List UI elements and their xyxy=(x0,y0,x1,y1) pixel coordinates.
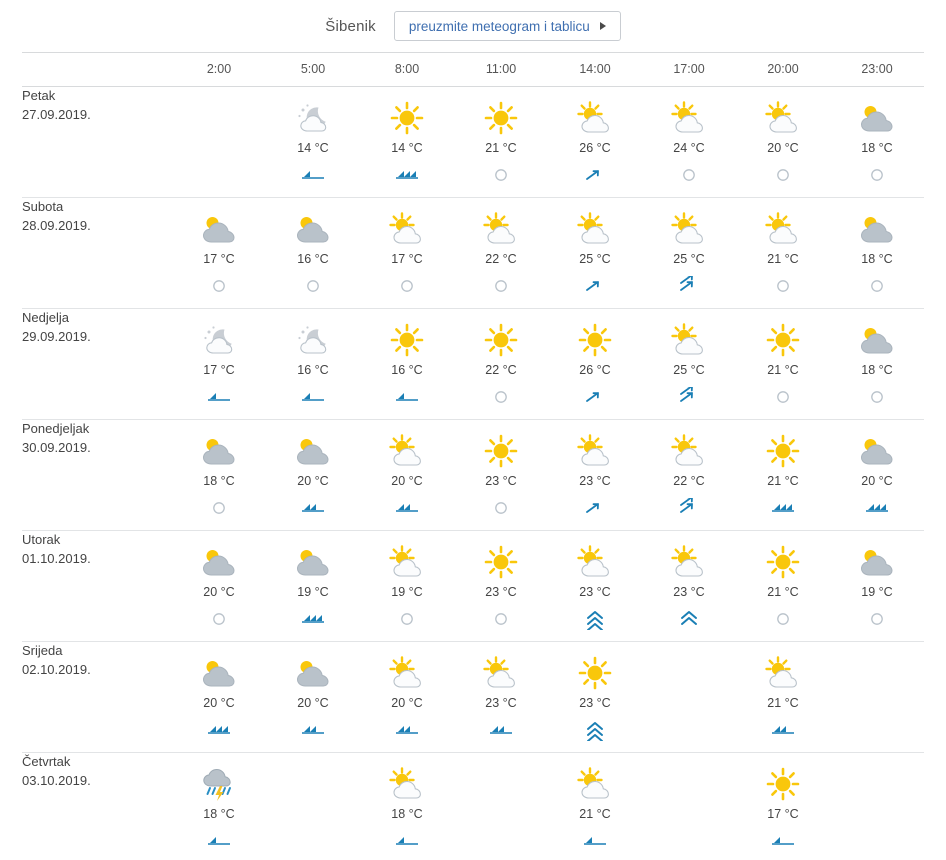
forecast-cell xyxy=(830,753,924,860)
sun-icon xyxy=(766,765,800,803)
forecast-cell xyxy=(266,531,360,642)
temperature-value: 20 °C xyxy=(861,474,893,488)
forecast-cell xyxy=(454,309,548,420)
day-cell xyxy=(22,198,172,309)
temperature-value: 23 °C xyxy=(485,585,517,599)
sun-cloud-icon xyxy=(669,210,709,248)
forecast-cell xyxy=(642,420,736,531)
sun-icon xyxy=(484,321,518,359)
temperature-value: 21 °C xyxy=(767,363,799,377)
forecast-cell xyxy=(454,420,548,531)
forecast-cell xyxy=(548,309,642,420)
temperature-value: 21 °C xyxy=(767,585,799,599)
forecast-cell xyxy=(548,642,642,753)
cloud-sun-grey-icon xyxy=(199,654,239,692)
temperature-value: 18 °C xyxy=(861,252,893,266)
cloud-sun-grey-icon xyxy=(199,543,239,581)
forecast-cell xyxy=(172,198,266,309)
calm-icon xyxy=(775,385,791,409)
wind-barb-1-icon xyxy=(206,829,232,853)
wind-barb-3-icon xyxy=(300,607,326,631)
forecast-cell xyxy=(360,420,454,531)
forecast-cell xyxy=(266,642,360,753)
forecast-cell xyxy=(642,642,736,753)
hour-header: 2:00 xyxy=(172,53,266,87)
wind-barb-2-icon xyxy=(770,718,796,742)
wind-barb-1-icon xyxy=(206,385,232,409)
day-date: 28.09.2019. xyxy=(22,217,91,233)
forecast-cell xyxy=(548,531,642,642)
forecast-cell xyxy=(736,642,830,753)
temperature-value: 26 °C xyxy=(579,363,611,377)
temperature-value: 18 °C xyxy=(861,363,893,377)
forecast-cell xyxy=(736,753,830,860)
cloud-sun-grey-icon xyxy=(199,210,239,248)
temperature-value: 25 °C xyxy=(673,363,705,377)
forecast-cell xyxy=(830,87,924,198)
forecast-cell xyxy=(266,420,360,531)
temperature-value: 20 °C xyxy=(297,474,329,488)
sun-cloud-icon xyxy=(669,543,709,581)
wind-barb-2-icon xyxy=(394,718,420,742)
temperature-value: 16 °C xyxy=(297,363,329,377)
forecast-cell xyxy=(360,531,454,642)
wind-barb-3-icon xyxy=(394,163,420,187)
city-name: Šibenik xyxy=(325,17,376,35)
wind-barb-1-icon xyxy=(394,829,420,853)
forecast-cell xyxy=(266,309,360,420)
temperature-value: 20 °C xyxy=(391,474,423,488)
day-date: 02.10.2019. xyxy=(22,661,91,677)
sun-icon xyxy=(578,321,612,359)
sun-cloud-icon xyxy=(763,210,803,248)
cloud-sun-grey-icon xyxy=(857,543,897,581)
temperature-value: 20 °C xyxy=(767,141,799,155)
forecast-cell xyxy=(266,198,360,309)
day-name: Utorak xyxy=(22,532,61,547)
forecast-cell xyxy=(360,753,454,860)
temperature-value: 17 °C xyxy=(203,252,235,266)
forecast-cell xyxy=(172,642,266,753)
forecast-table-wrapper xyxy=(0,52,946,860)
day-cell xyxy=(22,753,172,860)
wind-barb-2-icon xyxy=(394,496,420,520)
sun-icon xyxy=(390,99,424,137)
forecast-cell xyxy=(642,87,736,198)
day-cell xyxy=(22,531,172,642)
hour-header-row xyxy=(22,53,924,87)
wind-arrow-ne-2-icon xyxy=(678,385,700,409)
cloud-sun-grey-icon xyxy=(293,654,333,692)
hour-header: 17:00 xyxy=(642,53,736,87)
sun-cloud-icon xyxy=(387,543,427,581)
forecast-cell xyxy=(454,531,548,642)
wind-chevron-up-1-icon xyxy=(679,607,699,631)
day-name: Subota xyxy=(22,199,64,214)
sun-cloud-icon xyxy=(669,99,709,137)
temperature-value: 21 °C xyxy=(767,474,799,488)
wind-arrow-ne-2-icon xyxy=(678,496,700,520)
day-name: Ponedjeljak xyxy=(22,421,90,436)
day-name: Nedjelja xyxy=(22,310,69,325)
table-row xyxy=(22,642,924,753)
hour-header: 20:00 xyxy=(736,53,830,87)
calm-icon xyxy=(493,385,509,409)
sun-icon xyxy=(766,432,800,470)
forecast-cell xyxy=(736,531,830,642)
calm-icon xyxy=(493,274,509,298)
hour-header: 8:00 xyxy=(360,53,454,87)
calm-icon xyxy=(869,274,885,298)
moon-cloud-icon xyxy=(294,99,332,137)
calm-icon xyxy=(775,163,791,187)
calm-icon xyxy=(869,385,885,409)
thunder-rain-icon xyxy=(198,765,240,803)
temperature-value: 18 °C xyxy=(861,141,893,155)
forecast-table xyxy=(22,52,924,860)
temperature-value: 17 °C xyxy=(391,252,423,266)
forecast-cell xyxy=(360,198,454,309)
temperature-value: 23 °C xyxy=(579,585,611,599)
table-row xyxy=(22,198,924,309)
wind-barb-3-icon xyxy=(770,496,796,520)
forecast-cell xyxy=(172,753,266,860)
temperature-value: 20 °C xyxy=(203,696,235,710)
temperature-value: 21 °C xyxy=(485,141,517,155)
forecast-cell xyxy=(830,309,924,420)
moon-cloud-icon xyxy=(294,321,332,359)
temperature-value: 19 °C xyxy=(861,585,893,599)
table-row xyxy=(22,753,924,860)
forecast-cell xyxy=(642,531,736,642)
sun-icon xyxy=(484,432,518,470)
day-column-header xyxy=(22,53,172,87)
sun-cloud-icon xyxy=(669,432,709,470)
temperature-value: 21 °C xyxy=(767,252,799,266)
table-row xyxy=(22,87,924,198)
forecast-cell xyxy=(548,420,642,531)
temperature-value: 23 °C xyxy=(673,585,705,599)
forecast-cell xyxy=(454,753,548,860)
day-date: 03.10.2019. xyxy=(22,772,91,788)
forecast-cell xyxy=(548,753,642,860)
sun-cloud-icon xyxy=(387,432,427,470)
temperature-value: 26 °C xyxy=(579,141,611,155)
forecast-cell xyxy=(548,198,642,309)
forecast-cell xyxy=(454,642,548,753)
temperature-value: 19 °C xyxy=(297,585,329,599)
calm-icon xyxy=(211,274,227,298)
sun-cloud-icon xyxy=(481,654,521,692)
sun-cloud-icon xyxy=(387,210,427,248)
temperature-value: 20 °C xyxy=(203,585,235,599)
sun-icon xyxy=(484,543,518,581)
day-cell xyxy=(22,420,172,531)
wind-arrow-ne-icon xyxy=(584,496,606,520)
temperature-value: 21 °C xyxy=(579,807,611,821)
temperature-value: 23 °C xyxy=(485,474,517,488)
temperature-value: 21 °C xyxy=(767,696,799,710)
play-caret-icon xyxy=(600,22,606,30)
forecast-cell xyxy=(172,420,266,531)
temperature-value: 18 °C xyxy=(391,807,423,821)
sun-icon xyxy=(578,654,612,692)
wind-chevron-up-icon xyxy=(585,718,605,742)
forecast-table-head xyxy=(22,53,924,87)
sun-icon xyxy=(484,99,518,137)
forecast-cell xyxy=(172,531,266,642)
forecast-cell xyxy=(830,642,924,753)
download-meteogram-label: preuzmite meteogram i tablicu xyxy=(408,18,590,34)
calm-icon xyxy=(305,274,321,298)
forecast-cell xyxy=(266,87,360,198)
sun-cloud-icon xyxy=(575,432,615,470)
forecast-cell xyxy=(360,309,454,420)
day-name: Petak xyxy=(22,88,56,103)
cloud-sun-grey-icon xyxy=(293,432,333,470)
hour-header: 11:00 xyxy=(454,53,548,87)
day-name: Četvrtak xyxy=(22,754,71,769)
sun-icon xyxy=(766,543,800,581)
cloud-sun-grey-icon xyxy=(857,321,897,359)
day-date: 30.09.2019. xyxy=(22,439,91,455)
calm-icon xyxy=(869,163,885,187)
temperature-value: 17 °C xyxy=(203,363,235,377)
sun-cloud-icon xyxy=(387,765,427,803)
wind-chevron-up-icon xyxy=(585,607,605,631)
forecast-cell xyxy=(830,420,924,531)
cloud-sun-grey-icon xyxy=(199,432,239,470)
wind-arrow-ne-icon xyxy=(584,163,606,187)
forecast-cell xyxy=(642,309,736,420)
temperature-value: 22 °C xyxy=(485,252,517,266)
sun-icon xyxy=(390,321,424,359)
sun-cloud-icon xyxy=(481,210,521,248)
cloud-sun-grey-icon xyxy=(857,210,897,248)
temperature-value: 23 °C xyxy=(485,696,517,710)
forecast-cell xyxy=(830,198,924,309)
cloud-sun-grey-icon xyxy=(857,99,897,137)
calm-icon xyxy=(775,274,791,298)
forecast-cell xyxy=(642,198,736,309)
day-date: 27.09.2019. xyxy=(22,106,91,122)
forecast-cell xyxy=(172,309,266,420)
wind-barb-1-icon xyxy=(770,829,796,853)
table-row xyxy=(22,309,924,420)
cloud-sun-grey-icon xyxy=(857,432,897,470)
calm-icon xyxy=(399,607,415,631)
hour-header: 5:00 xyxy=(266,53,360,87)
calm-icon xyxy=(493,496,509,520)
wind-barb-3-icon xyxy=(206,718,232,742)
temperature-value: 22 °C xyxy=(485,363,517,377)
forecast-table-body xyxy=(22,87,924,860)
calm-icon xyxy=(493,163,509,187)
temperature-value: 22 °C xyxy=(673,474,705,488)
forecast-cell xyxy=(360,87,454,198)
temperature-value: 16 °C xyxy=(297,252,329,266)
calm-icon xyxy=(681,163,697,187)
temperature-value: 25 °C xyxy=(673,252,705,266)
day-cell xyxy=(22,87,172,198)
sun-cloud-icon xyxy=(669,321,709,359)
forecast-cell xyxy=(830,531,924,642)
hour-header: 14:00 xyxy=(548,53,642,87)
sun-icon xyxy=(766,321,800,359)
temperature-value: 20 °C xyxy=(297,696,329,710)
forecast-cell xyxy=(454,198,548,309)
temperature-value: 16 °C xyxy=(391,363,423,377)
temperature-value: 17 °C xyxy=(767,807,799,821)
forecast-cell xyxy=(454,87,548,198)
day-date: 29.09.2019. xyxy=(22,328,91,344)
temperature-value: 23 °C xyxy=(579,474,611,488)
calm-icon xyxy=(399,274,415,298)
download-meteogram-button[interactable] xyxy=(394,11,621,41)
wind-barb-2-icon xyxy=(300,496,326,520)
wind-barb-3-icon xyxy=(864,496,890,520)
forecast-cell xyxy=(266,753,360,860)
calm-icon xyxy=(775,607,791,631)
wind-barb-1-icon xyxy=(394,385,420,409)
hour-header: 23:00 xyxy=(830,53,924,87)
forecast-cell xyxy=(736,87,830,198)
wind-arrow-ne-2-icon xyxy=(678,274,700,298)
temperature-value: 23 °C xyxy=(579,696,611,710)
wind-barb-1-icon xyxy=(582,829,608,853)
forecast-cell xyxy=(548,87,642,198)
calm-icon xyxy=(211,496,227,520)
day-name: Srijeda xyxy=(22,643,63,658)
calm-icon xyxy=(869,607,885,631)
temperature-value: 20 °C xyxy=(391,696,423,710)
cloud-sun-grey-icon xyxy=(293,543,333,581)
temperature-value: 14 °C xyxy=(391,141,423,155)
forecast-cell xyxy=(736,198,830,309)
temperature-value: 25 °C xyxy=(579,252,611,266)
sun-cloud-icon xyxy=(387,654,427,692)
forecast-cell xyxy=(360,642,454,753)
wind-barb-2-icon xyxy=(488,718,514,742)
wind-arrow-ne-icon xyxy=(584,385,606,409)
sun-cloud-icon xyxy=(763,654,803,692)
sun-cloud-icon xyxy=(575,543,615,581)
wind-barb-1-icon xyxy=(300,163,326,187)
temperature-value: 18 °C xyxy=(203,807,235,821)
sun-cloud-icon xyxy=(575,99,615,137)
moon-cloud-icon xyxy=(200,321,238,359)
temperature-value: 24 °C xyxy=(673,141,705,155)
forecast-cell xyxy=(172,87,266,198)
wind-arrow-ne-icon xyxy=(584,274,606,298)
sun-cloud-icon xyxy=(763,99,803,137)
calm-icon xyxy=(211,607,227,631)
temperature-value: 19 °C xyxy=(391,585,423,599)
sun-cloud-icon xyxy=(575,765,615,803)
forecast-cell xyxy=(642,753,736,860)
temperature-value: 18 °C xyxy=(203,474,235,488)
day-date: 01.10.2019. xyxy=(22,550,91,566)
day-cell xyxy=(22,642,172,753)
day-cell xyxy=(22,309,172,420)
cloud-sun-grey-icon xyxy=(293,210,333,248)
wind-barb-1-icon xyxy=(300,385,326,409)
wind-barb-2-icon xyxy=(300,718,326,742)
sun-cloud-icon xyxy=(575,210,615,248)
temperature-value: 14 °C xyxy=(297,141,329,155)
forecast-cell xyxy=(736,309,830,420)
table-row xyxy=(22,531,924,642)
page-header xyxy=(0,0,946,52)
table-row xyxy=(22,420,924,531)
forecast-cell xyxy=(736,420,830,531)
calm-icon xyxy=(493,607,509,631)
